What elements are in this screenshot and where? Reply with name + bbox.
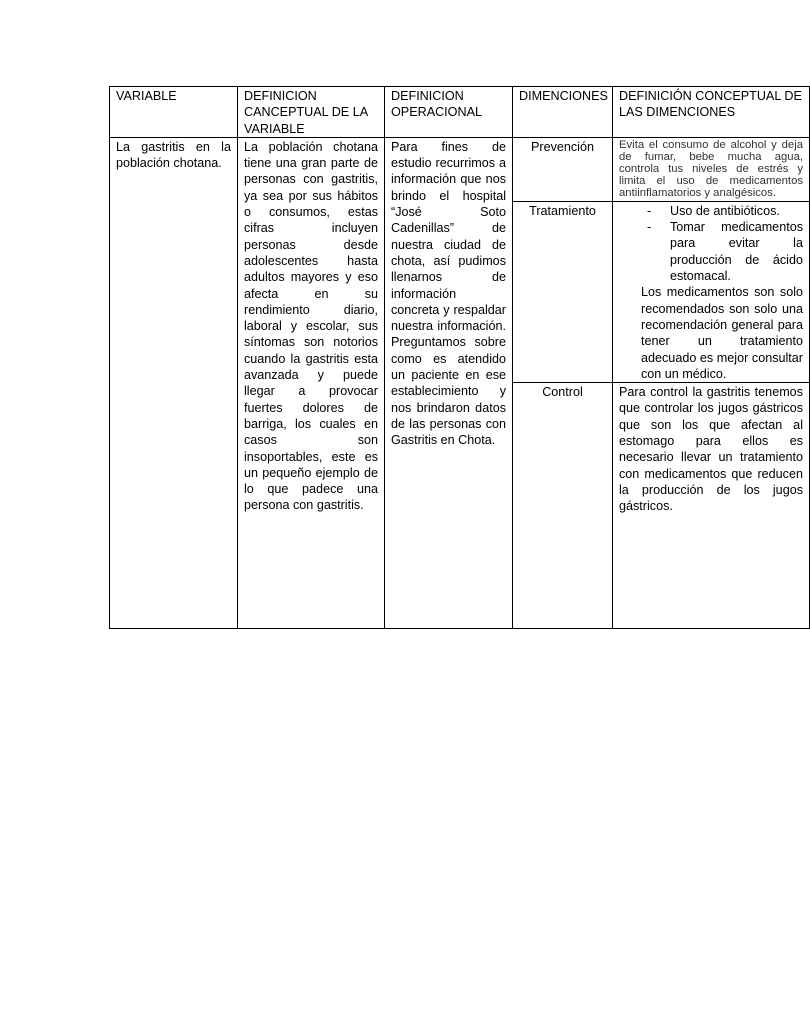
dimension-name-prevencion: Prevención	[513, 137, 613, 201]
list-item-text: Tomar medicamentos para evitar la producción de ácido estomacal.	[670, 220, 803, 284]
header-row	[110, 87, 810, 138]
list-item-text: Uso de antibióticos.	[670, 203, 780, 218]
dimension-name-tratamiento: Tratamiento	[513, 201, 613, 382]
dash-bullet: -	[647, 220, 652, 235]
def-conceptual-cell: La población chotana tiene una gran parte de personas con gastritis, ya sea por sus hábitos o consumos, estas cifras incluyen personas desde adolescentes hasta adultos mayores y eso afecta en su rendimiento diario, laboral y escolar, sus síntomas son notorios cuando la gastritis esta avanzada y puede llegar a provocar fuertes dolores de barriga, los cuales en casos son insoportables, este es un pequeño ejemplo de lo que padece una persona con gastritis.	[238, 137, 385, 628]
header-variable: VARIABLE	[110, 87, 238, 138]
treatment-note: Los medicamentos son solo recomendados son solo una recomendación general para tener un tratamiento adecuado es mejor consultar con un médico.	[641, 285, 803, 381]
operationalization-table	[109, 86, 810, 629]
dimension-def-tratamiento	[613, 201, 810, 382]
table-row-prevencion	[110, 137, 810, 201]
variable-cell: La gastritis en la población chotana.	[110, 137, 238, 628]
treatment-list	[619, 203, 803, 284]
header-dimensiones: DIMENCIONES	[513, 87, 613, 138]
header-def-conceptual: DEFINICION CANCEPTUAL DE LA VARIABLE	[238, 87, 385, 138]
dash-bullet: -	[647, 203, 652, 218]
dimension-def-control: Para control la gastritis tenemos que controlar los jugos gástricos que son los que afectan al estomago para ellos es necesario llevar un tratamiento con medicamentos que reducen la producción de los jugos gástricos.	[613, 383, 810, 629]
def-operacional-cell: Para fines de estudio recurrimos a información que nos brindo el hospital “José Soto Cadenillas” de nuestra ciudad de chota, así pudimos llenarnos de información concreta y respaldar nuestra información. Preguntamos sobre como es atendido un paciente en ese establecimiento y nos brindaron datos de las personas con Gastritis en Chota.	[385, 137, 513, 628]
list-item	[647, 203, 803, 219]
dimension-def-prevencion: Evita el consumo de alcohol y deja de fumar, bebe mucha agua, controla tus niveles de estrés y limita el uso de medicamentos antiinflamatorios y analgésicos.	[613, 137, 810, 201]
header-def-conceptual-dim: DEFINICIÓN CONCEPTUAL DE LAS DIMENCIONES	[613, 87, 810, 138]
dimension-name-control: Control	[513, 383, 613, 629]
header-def-operacional: DEFINICION OPERACIONAL	[385, 87, 513, 138]
list-item	[647, 219, 803, 284]
